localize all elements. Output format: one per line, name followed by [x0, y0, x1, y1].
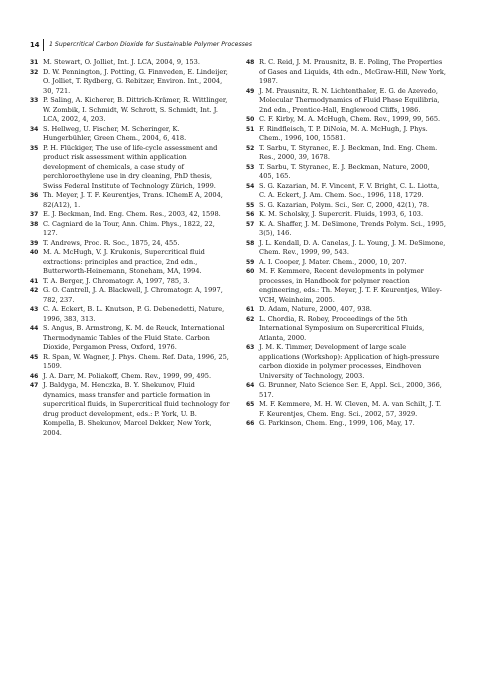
reference-text: J. M. K. Timmer, Development of large scale applications (Workshop): Application of high-pressure carbon dioxide in polymer processes, Eindhoven University of Technology, 2003.: [259, 343, 440, 380]
reference-number: 46: [30, 372, 39, 380]
reference-text: S. Angus, B. Armstrong, K. M. de Reuck, International Thermodynamic Tables of the Fluid State. Carbon Dioxide, Pergamon Press, Oxford, 1976.: [43, 324, 225, 351]
reference-number: 38: [30, 220, 39, 228]
reference-text: G. O. Cantrell, J. A. Blackwell, J. Chromatogr. A, 1997, 782, 237.: [43, 286, 223, 304]
chapter-title: 1 Supercritical Carbon Dioxide for Sustainable Polymer Processes: [49, 41, 252, 48]
reference-number: 44: [30, 325, 39, 332]
reference-item: [30, 96, 230, 125]
reference-text: D. W. Pennington, J. Potting, G. Finnveden, E. Lindeijer, O. Jolliet, T. Rydberg, G. Rebitzer, Environ. Int., 2004, 30, 721.: [43, 67, 228, 95]
reference-number: 48: [246, 59, 255, 66]
reference-text: J. Baldyga, M. Henczka, B. Y. Shekunov, Fluid dynamics, mass transfer and particle formation in supercritical fluids, in Supercritical fluid technology for drug product development, eds.: P. York, U. B. Kompella, B. Shekunov, Marcel Dekker, New York, 2004.: [43, 381, 230, 437]
reference-number: 51: [246, 125, 255, 133]
reference-item: [246, 125, 446, 144]
reference-text: S. Hellweg, U. Fischer, M. Scheringer, K. Hungerbühler, Green Chem., 2004, 6, 418.: [43, 124, 187, 142]
reference-text: P. Saling, A. Kicherer, B. Dittrich-Krämer, R. Wittlinger, W. Zombik, I. Schmidt, W. Schrott, S. Schmidt, Int. J. LCA, 2002, 4, 203.: [43, 96, 228, 123]
reference-number: 49: [246, 87, 255, 95]
reference-item: [30, 381, 230, 438]
reference-item: [30, 125, 230, 144]
reference-item: [30, 277, 230, 287]
reference-item: [246, 315, 446, 344]
reference-item: [246, 87, 446, 116]
reference-number: 41: [30, 277, 39, 285]
reference-text: T. Andrews, Proc. R. Soc., 1875, 24, 455.: [43, 238, 180, 247]
reference-number: 34: [30, 125, 39, 133]
reference-text: K. A. Shaffer, J. M. DeSimone, Trends Polym. Sci., 1995, 3(5), 146.: [259, 219, 446, 237]
reference-item: [30, 210, 230, 220]
reference-number: 31: [30, 59, 39, 66]
reference-number: 58: [246, 239, 255, 247]
reference-number: 64: [246, 382, 255, 389]
reference-number: 43: [30, 306, 39, 313]
reference-item: [246, 239, 446, 258]
reference-number: 53: [246, 163, 255, 171]
reference-text: L. Chordia, R. Robey, Proceedings of the 5th International Symposium on Supercritical Fluids, Atlanta, 2000.: [259, 314, 425, 342]
reference-item: [246, 163, 446, 182]
reference-number: 52: [246, 144, 255, 152]
reference-number: 37: [30, 211, 39, 218]
reference-text: R. C. Reid, J. M. Prausnitz, B. E. Poling, The Properties of Gases and Liquids, 4th edn., McGraw-Hill, New York, 1987.: [259, 58, 447, 85]
reference-number: 60: [246, 268, 255, 275]
reference-text: J. L. Kendall, D. A. Canelas, J. L. Young, J. M. DeSimone, Chem. Rev., 1999, 99, 543.: [259, 238, 446, 256]
reference-number: 55: [246, 201, 255, 209]
page-number: 14: [30, 41, 40, 49]
reference-item: [30, 220, 230, 239]
reference-number: 56: [246, 211, 255, 218]
reference-text: C. F. Kirby, M. A. McHugh, Chem. Rev., 1999, 99, 565.: [259, 115, 441, 123]
reference-item: [30, 191, 230, 210]
reference-item: [246, 305, 446, 315]
references-right-column: [246, 58, 446, 429]
reference-item: [30, 353, 230, 372]
reference-item: [246, 419, 446, 429]
reference-text: E. J. Beckman, Ind. Eng. Chem. Res., 2003, 42, 1598.: [43, 210, 221, 218]
reference-text: J. A. Darr, M. Poliakoff, Chem. Rev., 1999, 99, 495.: [43, 371, 212, 380]
reference-item: [30, 58, 230, 68]
reference-item: [246, 182, 446, 201]
reference-item: [246, 267, 446, 305]
reference-item: [30, 248, 230, 277]
reference-item: [30, 305, 230, 324]
reference-text: G. Parkinson, Chem. Eng., 1999, 106, May, 17.: [259, 419, 415, 427]
reference-text: S. G. Kazarian, Polym. Sci., Ser. C, 2000, 42(1), 78.: [259, 200, 430, 209]
reference-text: T. Sarbu, T. Styranec, E. J. Beckman, Ind. Eng. Chem. Res., 2000, 39, 1678.: [259, 143, 438, 161]
reference-text: G. Brunner, Nato Science Ser. E, Appl. Sci., 2000, 366, 517.: [259, 381, 442, 399]
reference-text: M. Stewart, O. Jolliet, Int. J. LCA, 2004, 9, 153.: [43, 58, 200, 66]
reference-number: 45: [30, 353, 39, 361]
reference-item: [246, 58, 446, 87]
reference-number: 57: [246, 220, 255, 228]
reference-text: P. H. Flückiger, The use of life-cycle assessment and product risk assessment within application development of chemicals, a case study of perchloroethylene use in dry cleaning, PhD thesis, Swiss Federal Institute of Technology Zürich, 1999.: [43, 143, 218, 190]
running-header: [24, 39, 464, 53]
reference-item: [246, 343, 446, 381]
reference-number: 62: [246, 315, 255, 323]
reference-text: F. Rindfleisch, T. P. DiNoia, M. A. McHugh, J. Phys. Chem., 1996, 100, 15581.: [259, 124, 428, 142]
reference-text: T. Sarbu, T. Styranec, E. J. Beckman, Nature, 2000, 405, 165.: [259, 162, 430, 180]
reference-item: [30, 286, 230, 305]
reference-number: 39: [30, 239, 39, 247]
reference-item: [246, 115, 446, 125]
reference-number: 33: [30, 97, 39, 104]
reference-item: [246, 144, 446, 163]
reference-text: M. F. Kemmere, M. H. W. Cleven, M. A. van Schilt, J. T. F. Keurentjes, Chem. Eng. Sci., 2002, 57, 3929.: [259, 400, 442, 418]
reference-item: [246, 258, 446, 268]
reference-item: [246, 400, 446, 419]
reference-item: [246, 220, 446, 239]
reference-item: [30, 372, 230, 382]
reference-text: T. A. Berger, J. Chromatogr. A, 1997, 785, 3.: [43, 276, 190, 285]
reference-number: 61: [246, 306, 255, 313]
reference-number: 40: [30, 249, 39, 256]
reference-number: 54: [246, 182, 255, 190]
reference-number: 35: [30, 144, 39, 152]
reference-text: A. I. Cooper, J. Mater. Chem., 2000, 10, 207.: [259, 257, 407, 266]
reference-text: S. G. Kazarian, M. F. Vincent, F. V. Bright, C. L. Liotta, C. A. Eckert, J. Am. Chem. Soc., 1996, 118, 1729.: [259, 181, 440, 199]
reference-text: R. Span, W. Wagner, J. Phys. Chem. Ref. Data, 1996, 25, 1509.: [43, 352, 229, 370]
reference-text: M. F. Kemmere, Recent developments in polymer processes, in Handbook for polymer reaction engineering, eds.: Th. Meyer, J. T. F. Keurentjes, Wiley-VCH, Weinheim, 2005.: [259, 267, 442, 304]
reference-number: 63: [246, 344, 255, 351]
reference-item: [246, 201, 446, 211]
reference-number: 36: [30, 192, 39, 199]
reference-number: 66: [246, 420, 255, 427]
reference-text: C. A. Eckert, B. L. Knutson, P. G. Debenedetti, Nature, 1996, 383, 313.: [43, 305, 225, 323]
reference-item: [30, 68, 230, 97]
reference-item: [30, 239, 230, 249]
reference-item: [246, 381, 446, 400]
reference-number: 50: [246, 116, 255, 123]
reference-text: J. M. Prausnitz, R. N. Lichtenthaler, E. G. de Azevedo, Molecular Thermodynamics of Fluid Phase Equilibria, 2nd edn., Prentice-Hall, Englewood Cliffs, 1986.: [259, 86, 440, 114]
reference-item: [246, 210, 446, 220]
reference-number: 59: [246, 258, 255, 266]
reference-number: 65: [246, 401, 255, 408]
reference-text: D. Adam, Nature, 2000, 407, 938.: [259, 305, 372, 313]
reference-text: Th. Meyer, J. T. F. Keurentjes, Trans. IChemE A, 2004, 82(A12), 1.: [43, 191, 223, 209]
reference-text: K. M. Scholsky, J. Supercrit. Fluids, 1993, 6, 103.: [259, 210, 424, 218]
header-divider: [43, 39, 44, 51]
reference-number: 47: [30, 382, 39, 389]
reference-text: M. A. McHugh, V. J. Krukonis, Supercritical fluid extractions: principles and practice, 2nd edn., Butterworth-Heinemann, Stoneham, MA, 1994.: [43, 248, 205, 275]
reference-item: [30, 324, 230, 353]
reference-item: [30, 144, 230, 192]
references-left-column: [30, 58, 230, 438]
reference-number: 32: [30, 68, 39, 76]
reference-number: 42: [30, 287, 39, 294]
reference-text: C. Cagniard de la Tour, Ann. Chim. Phys., 1822, 22, 127.: [43, 219, 215, 237]
